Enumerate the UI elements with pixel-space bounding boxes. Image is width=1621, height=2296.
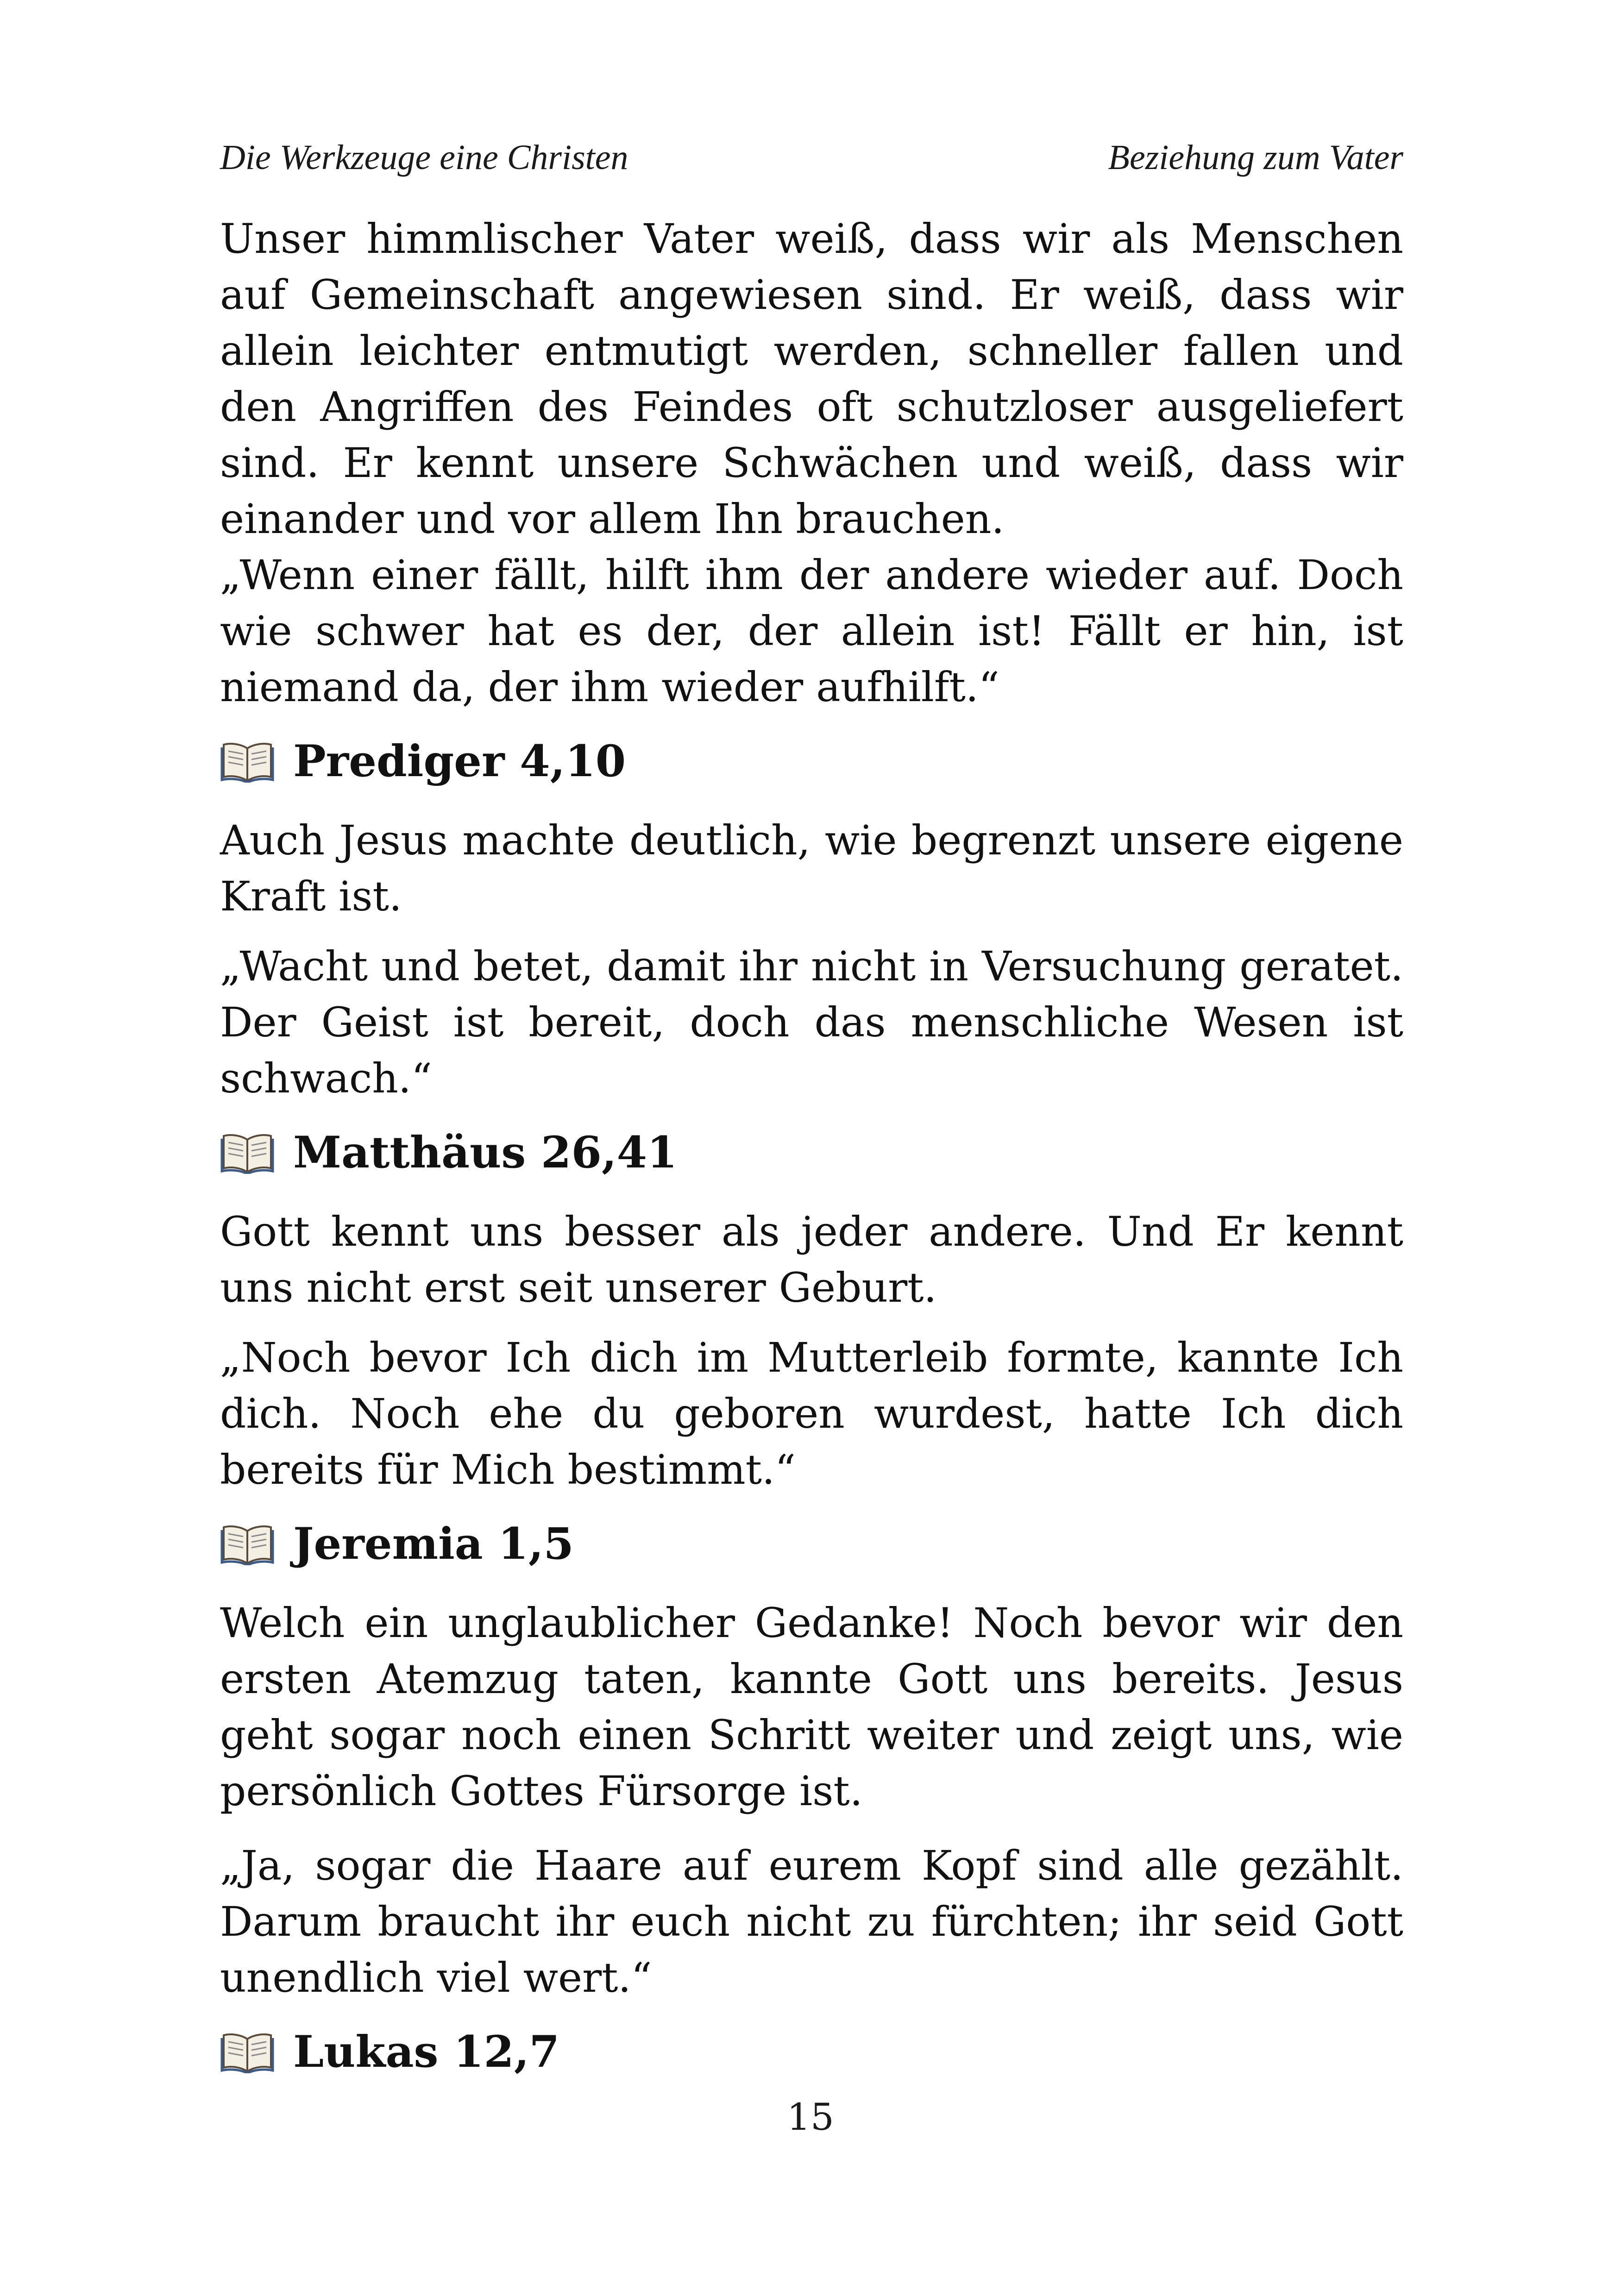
bible-quote: „Wenn einer fällt, hilft ihm der andere wieder auf. Doch wie schwer hat es der, der allein ist! Fällt er hin, ist niemand da, der ihm wieder aufhilft.“ [220, 551, 1403, 711]
bible-quote: „Noch bevor Ich dich im Mutterleib formte, kannte Ich dich. Noch ehe du geboren wurdest, hatte Ich dich bereits für Mich bestimmt.“ [220, 1334, 1403, 1493]
open-book-icon [220, 740, 275, 783]
page-number: 15 [787, 2095, 834, 2139]
paragraph: Welch ein unglaublicher Gedanke! Noch bevor wir den ersten Atemzug taten, kannte Gott uns bereits. Jesus geht sogar noch einen Schritt weiter und zeigt uns, wie persönlich Gottes Fürsorge ist. [220, 1599, 1403, 1815]
paragraph: Unser himmlischer Vater weiß, dass wir als Menschen auf Gemeinschaft angewiesen sind. Er weiß, dass wir allein leichter entmutigt werden, schneller fallen und den Angriffen des Feindes oft schutzloser ausgeliefert sind. Er kennt unsere Schwächen und weiß, dass wir einander und vor allem Ihn brauchen. [220, 215, 1403, 543]
bible-quote: „Wacht und betet, damit ihr nicht in Versuchung geratet. Der Geist ist bereit, doch das menschliche Wesen ist schwach.“ [220, 942, 1403, 1102]
bible-reference [220, 1512, 1403, 1576]
bible-reference [220, 1120, 1403, 1185]
running-header [220, 134, 1403, 181]
open-book-icon [220, 1131, 275, 1174]
bible-reference [220, 2020, 1403, 2084]
reference-label: Prediger 4,10 [293, 736, 626, 787]
paragraph: Gott kennt uns besser als jeder andere. Und Er kennt uns nicht erst seit unserer Geburt. [220, 1208, 1403, 1311]
reference-label: Jeremia 1,5 [293, 1518, 574, 1569]
reference-label: Matthäus 26,41 [293, 1127, 678, 1178]
bible-reference [220, 729, 1403, 794]
header-chapter-title: Beziehung zum Vater [1108, 138, 1403, 177]
open-book-icon [220, 1523, 275, 1565]
reference-label: Lukas 12,7 [293, 2026, 560, 2077]
body-text [220, 211, 1403, 2084]
open-book-icon [220, 2031, 275, 2073]
paragraph: Auch Jesus machte deutlich, wie begrenzt unsere eigene Kraft ist. [220, 816, 1403, 920]
bible-quote: „Ja, sogar die Haare auf eurem Kopf sind alle gezählt. Darum braucht ihr euch nicht zu fürchten; ihr seid Gott unendlich viel wert.“ [220, 1842, 1403, 2001]
header-book-title: Die Werkzeuge eine Christen [220, 138, 628, 177]
